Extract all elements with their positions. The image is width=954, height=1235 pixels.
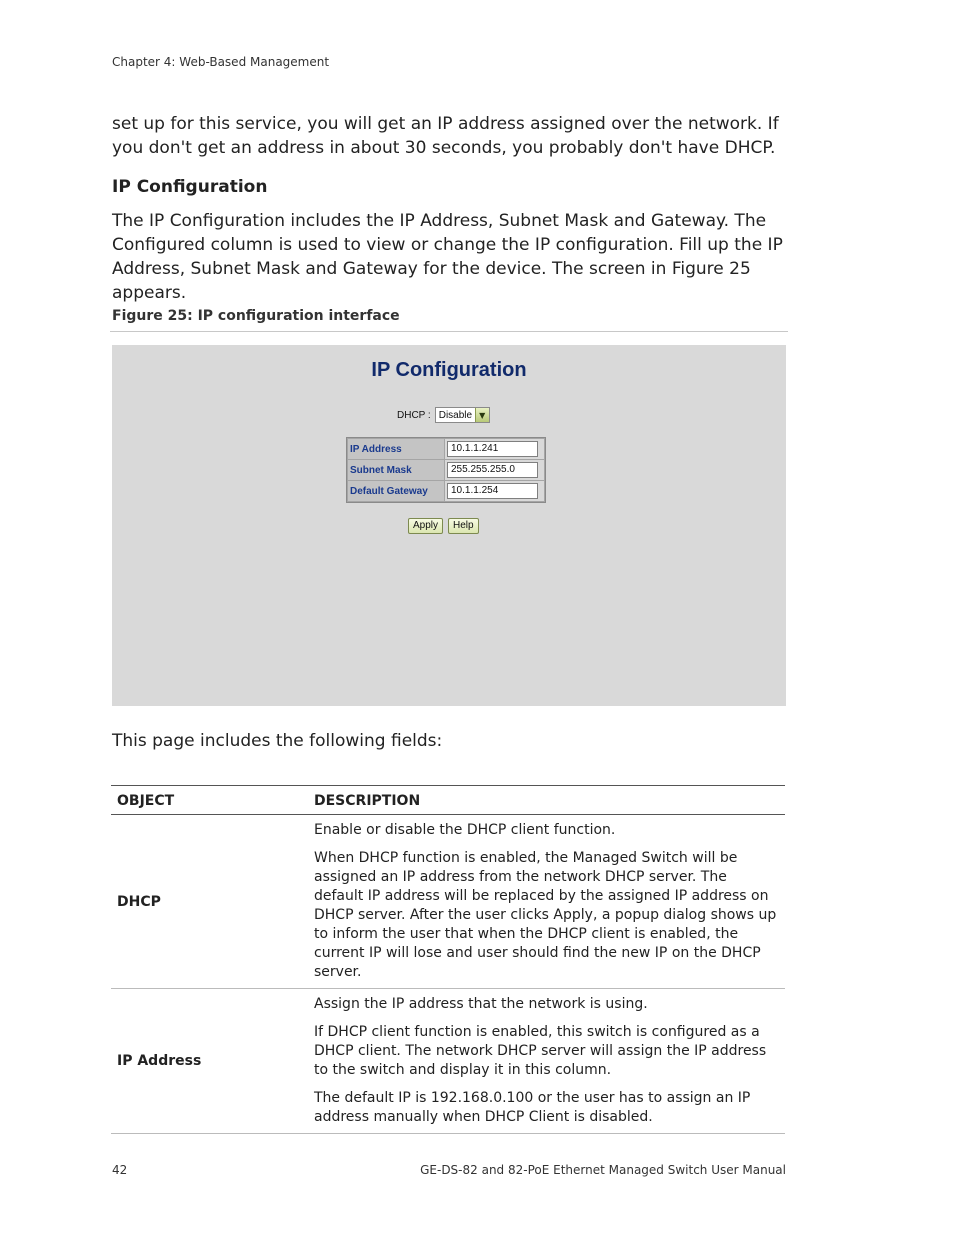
- description-paragraph: If DHCP client function is enabled, this switch is configured as a DHCP client. The network DHCP server will assign the IP address to the switch and display it in this column.: [314, 1024, 767, 1078]
- intro-paragraph: set up for this service, you will get an IP address assigned over the network. If you don't get an address in about 30 seconds, you probably don't have DHCP.: [112, 114, 779, 158]
- table-header-row: [111, 786, 785, 815]
- help-button[interactable]: Help: [448, 518, 479, 534]
- manual-title: GE-DS-82 and 82-PoE Ethernet Managed Switch User Manual: [420, 1163, 786, 1177]
- description-column-header: DESCRIPTION: [308, 786, 785, 815]
- object-cell-dhcp: DHCP: [111, 815, 308, 989]
- section-heading: IP Configuration: [112, 177, 268, 197]
- dhcp-label: DHCP :: [397, 409, 431, 421]
- dhcp-select-value: Disable: [438, 409, 473, 421]
- page-number: 42: [112, 1163, 128, 1177]
- subnet-mask-row: [348, 460, 544, 480]
- table-row: [111, 815, 785, 989]
- ip-address-input[interactable]: 10.1.1.241: [447, 441, 538, 457]
- apply-button[interactable]: Apply: [408, 518, 443, 534]
- description-paragraph: Enable or disable the DHCP client function.: [314, 822, 616, 838]
- fields-table: [111, 785, 785, 1134]
- default-gateway-input[interactable]: 10.1.1.254: [447, 483, 538, 499]
- running-head: Chapter 4: Web-Based Management: [112, 55, 330, 69]
- object-column-header: OBJECT: [111, 786, 308, 815]
- table-row: [111, 989, 785, 1134]
- default-gateway-row: [348, 481, 544, 501]
- dhcp-row: [397, 407, 490, 423]
- description-cell: [308, 989, 785, 1134]
- description-cell: [308, 815, 785, 989]
- screen-title: IP Configuration: [371, 359, 527, 381]
- ip-address-row: [348, 439, 544, 459]
- fields-intro: This page includes the following fields:: [112, 731, 443, 751]
- chevron-down-icon[interactable]: ▼: [475, 408, 489, 422]
- ip-config-screenshot: [112, 345, 786, 706]
- subnet-mask-input[interactable]: 255.255.255.0: [447, 462, 538, 478]
- screen-button-row: [408, 518, 479, 534]
- dhcp-select[interactable]: [435, 407, 490, 423]
- section-paragraph: The IP Configuration includes the IP Address, Subnet Mask and Gateway. The Configured column is used to view or change the IP configuration. Fill up the IP Address, Subnet Mask and Gateway for the device. The screen in Figure 25 appears.: [112, 211, 783, 303]
- subnet-mask-label: Subnet Mask: [348, 460, 444, 480]
- default-gateway-label: Default Gateway: [348, 481, 444, 501]
- figure-caption: Figure 25: IP configuration interface: [112, 308, 400, 324]
- ip-address-label: IP Address: [348, 439, 444, 459]
- ip-settings-table: [346, 437, 546, 503]
- description-paragraph: The default IP is 192.168.0.100 or the user has to assign an IP address manually when DHCP Client is disabled.: [314, 1090, 751, 1125]
- description-paragraph: Assign the IP address that the network is using.: [314, 996, 648, 1012]
- object-cell-ip-address: IP Address: [111, 989, 308, 1134]
- description-paragraph: When DHCP function is enabled, the Managed Switch will be assigned an IP address from the network DHCP server. The default IP address will be replaced by the assigned IP address on DHCP server. After the user clicks Apply, a popup dialog shows up to inform the user that when the DHCP client is enabled, the current IP will lose and user should find the new IP on the DHCP server.: [314, 850, 777, 980]
- figure-rule: [110, 331, 788, 332]
